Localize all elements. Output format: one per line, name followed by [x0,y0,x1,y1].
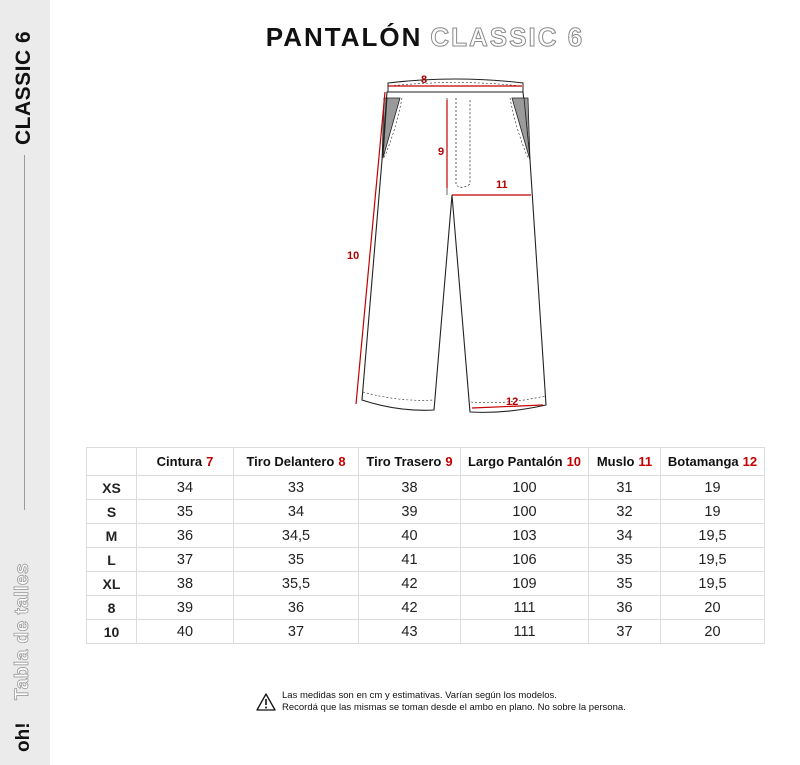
table-cell: 39 [359,500,461,524]
label-10: 10 [347,250,360,262]
table-cell: 35,5 [234,572,359,596]
table-cell: 100 [461,476,589,500]
table-cell: 31 [589,476,661,500]
table-cell: 35 [589,572,661,596]
table-cell: 38 [137,572,234,596]
note-line-2: Recordá que las mismas se toman desde el ambo en plano. No sobre la persona. [282,702,626,713]
table-row [87,572,765,596]
table-cell: 111 [461,596,589,620]
table-cell: 40 [137,620,234,644]
table-cell: 42 [359,572,461,596]
size-label: S [87,500,137,524]
table-cell: 19,5 [661,548,765,572]
table-row [87,548,765,572]
table-cell: 100 [461,500,589,524]
sidebar [0,0,50,765]
header-tiro-trasero: Tiro Trasero 9 [359,448,461,476]
table-cell: 34,5 [234,524,359,548]
table-cell: 35 [589,548,661,572]
warning-icon [256,693,276,711]
table-cell: 38 [359,476,461,500]
title-model: CLASSIC 6 [430,22,585,52]
table-cell: 40 [359,524,461,548]
page-title [50,22,800,53]
table-cell: 32 [589,500,661,524]
table-cell: 37 [234,620,359,644]
header-botamanga: Botamanga 12 [661,448,765,476]
table-cell: 35 [137,500,234,524]
header-muslo: Muslo 11 [589,448,661,476]
table-cell: 19,5 [661,572,765,596]
label-12: 12 [506,396,519,408]
disclaimer-note [256,690,626,714]
table-cell: 36 [234,596,359,620]
table-cell: 19 [661,476,765,500]
table-cell: 35 [234,548,359,572]
table-cell: 37 [137,548,234,572]
table-cell: 39 [137,596,234,620]
table-cell: 36 [589,596,661,620]
table-cell: 37 [589,620,661,644]
table-row [87,596,765,620]
table-cell: 106 [461,548,589,572]
pants-diagram [330,70,560,420]
table-cell: 34 [137,476,234,500]
table-cell: 19 [661,500,765,524]
table-cell: 36 [137,524,234,548]
table-row [87,524,765,548]
table-cell: 20 [661,596,765,620]
size-label: L [87,548,137,572]
table-row [87,620,765,644]
size-label: 10 [87,620,137,644]
table-cell: 20 [661,620,765,644]
pants-outline [362,92,546,412]
table-cell: 111 [461,620,589,644]
table-cell: 34 [589,524,661,548]
label-11: 11 [496,179,508,191]
sidebar-subtitle: Tabla de talles [12,562,33,700]
sidebar-model-name: CLASSIC 6 [12,30,35,145]
brand-logo: oh! [13,722,34,752]
size-label: 8 [87,596,137,620]
header-size [87,448,137,476]
note-line-1: Las medidas son en cm y estimativas. Varían según los modelos. [282,690,557,701]
label-9: 9 [438,146,445,158]
table-cell: 109 [461,572,589,596]
table-cell: 41 [359,548,461,572]
header-tiro-delantero: Tiro Delantero 8 [234,448,359,476]
header-largo-pantalon: Largo Pantalón 10 [461,448,589,476]
table-row [87,500,765,524]
size-label: XL [87,572,137,596]
label-8: 8 [421,74,428,86]
sidebar-divider [24,155,25,510]
size-label: XS [87,476,137,500]
table-cell: 43 [359,620,461,644]
size-table [86,447,765,644]
title-main: PANTALÓN [265,22,423,52]
table-row [87,476,765,500]
table-cell: 34 [234,500,359,524]
table-cell: 103 [461,524,589,548]
size-label: M [87,524,137,548]
table-cell: 33 [234,476,359,500]
header-cintura: Cintura 7 [137,448,234,476]
table-header-row [87,448,765,476]
table-cell: 19,5 [661,524,765,548]
table-cell: 42 [359,596,461,620]
